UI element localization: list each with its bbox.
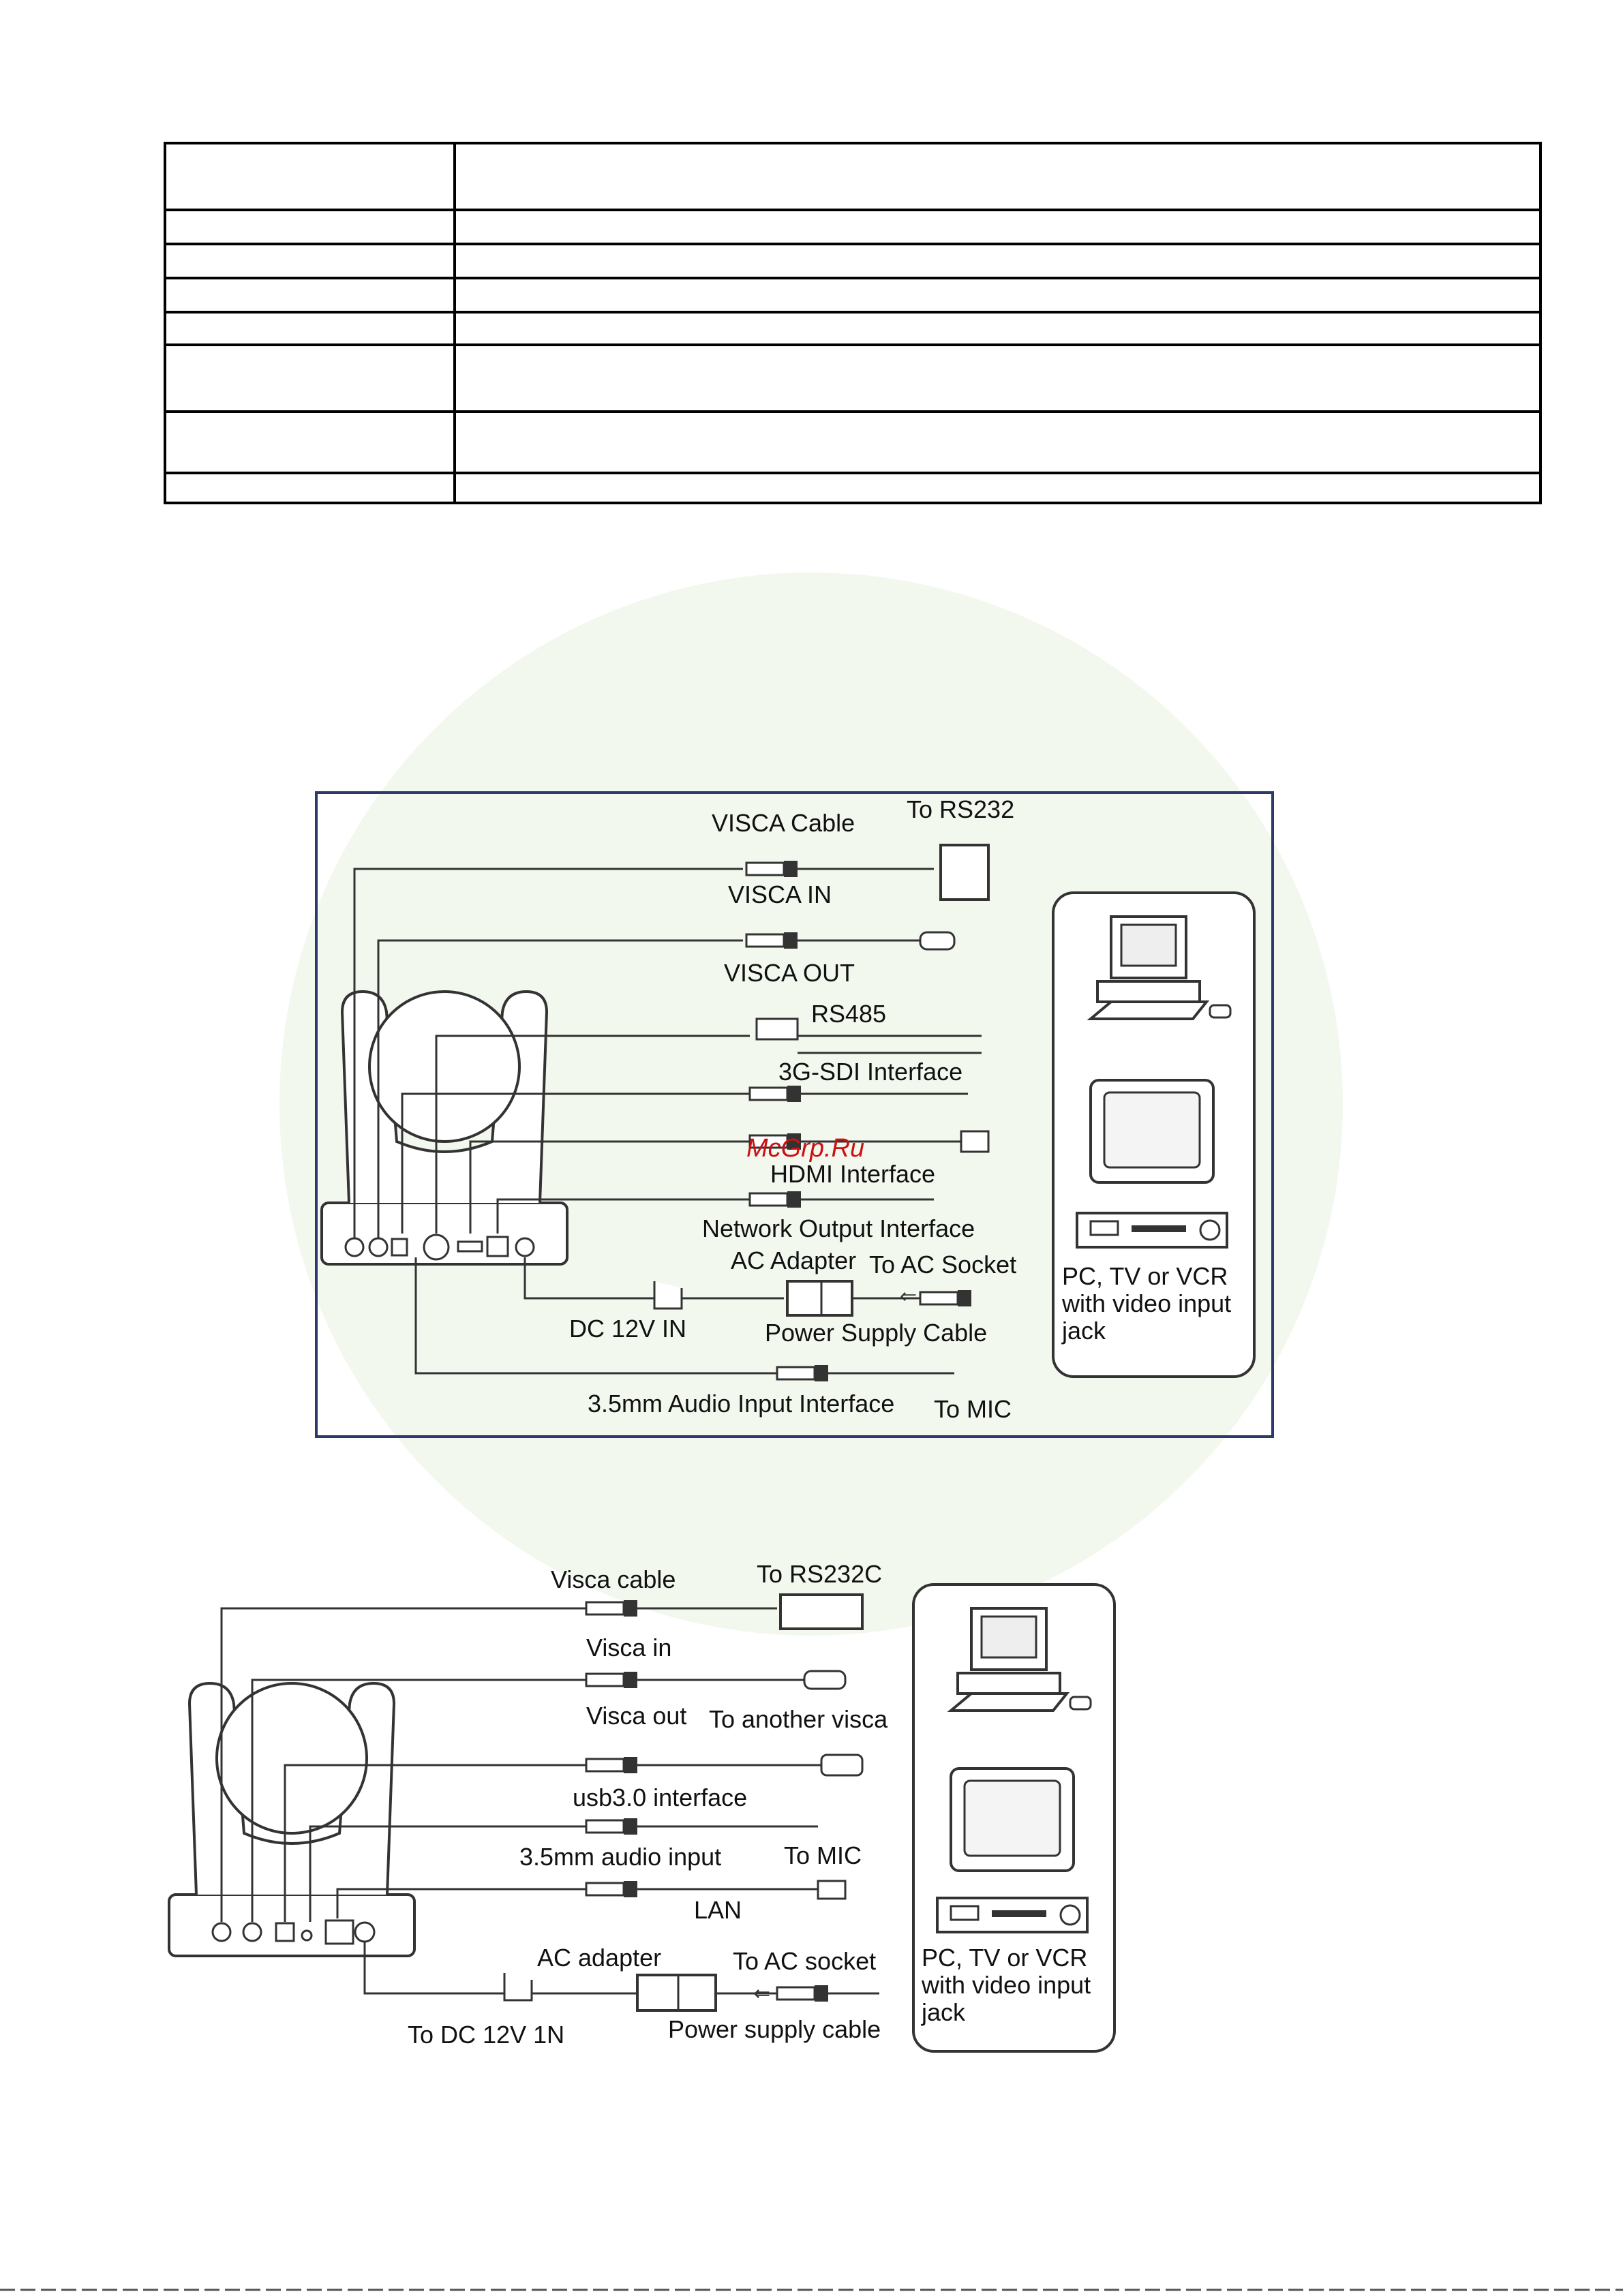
- label-rs485: RS485: [811, 1000, 887, 1028]
- label-to-rs232: To RS232: [907, 795, 1015, 823]
- label2-power-cable: Power supply cable: [668, 2015, 881, 2043]
- label-dc-in: DC 12V IN: [569, 1315, 687, 1343]
- watermark-text: McGrp.Ru: [746, 1134, 865, 1163]
- label2-dc-in: To DC 12V 1N: [408, 2021, 565, 2049]
- label2-to-mic: To MIC: [784, 1841, 862, 1869]
- label2-to-rs232c: To RS232C: [757, 1560, 883, 1588]
- label-audio: 3.5mm Audio Input Interface: [588, 1390, 895, 1418]
- label-power-cable: Power Supply Cable: [765, 1319, 988, 1347]
- pc-note2-line-2: with video input: [922, 1971, 1091, 1999]
- label-to-ac-socket: To AC Socket: [869, 1251, 1017, 1279]
- label-visca-in: VISCA IN: [728, 881, 832, 908]
- tv-icon: [1091, 1080, 1213, 1182]
- label2-visca-in: Visca in: [586, 1634, 672, 1662]
- pc-note2-line-1: PC, TV or VCR: [922, 1944, 1088, 1972]
- label2-visca-cable: Visca cable: [551, 1565, 676, 1593]
- label2-visca-out: Visca out: [586, 1702, 687, 1730]
- label2-lan: LAN: [694, 1896, 742, 1924]
- camera-1-image: [322, 992, 567, 1264]
- pc-note-line-2: with video input: [1062, 1289, 1232, 1317]
- label2-usb: usb3.0 interface: [573, 1784, 748, 1811]
- vcr-icon: [937, 1898, 1087, 1932]
- svg-text:⇐: ⇐: [900, 1285, 917, 1308]
- svg-text:⇐: ⇐: [753, 1983, 771, 2005]
- pc-note-line-3: jack: [1062, 1317, 1106, 1345]
- tv-icon: [951, 1769, 1074, 1871]
- label-sdi: 3G-SDI Interface: [778, 1058, 963, 1086]
- label-ac-adapter: AC Adapter: [731, 1246, 857, 1274]
- label-visca-out: VISCA OUT: [724, 959, 855, 987]
- camera-2-image: [169, 1683, 414, 1956]
- label-to-mic: To MIC: [934, 1395, 1012, 1423]
- label2-to-another: To another visca: [709, 1705, 888, 1733]
- label2-ac-adapter: AC adapter: [537, 1944, 662, 1972]
- vcr-icon: [1077, 1213, 1227, 1247]
- pc-note-line-1: PC, TV or VCR: [1062, 1262, 1228, 1290]
- label-visca-cable: VISCA Cable: [712, 809, 855, 837]
- label2-audio: 3.5mm audio input: [519, 1843, 722, 1871]
- label-network: Network Output Interface: [702, 1214, 975, 1242]
- label-hdmi: HDMI Interface: [770, 1160, 936, 1188]
- label2-to-ac-socket: To AC socket: [733, 1947, 877, 1975]
- diagram-2: [169, 1560, 1114, 2051]
- pc-note2-line-3: jack: [922, 1998, 966, 2026]
